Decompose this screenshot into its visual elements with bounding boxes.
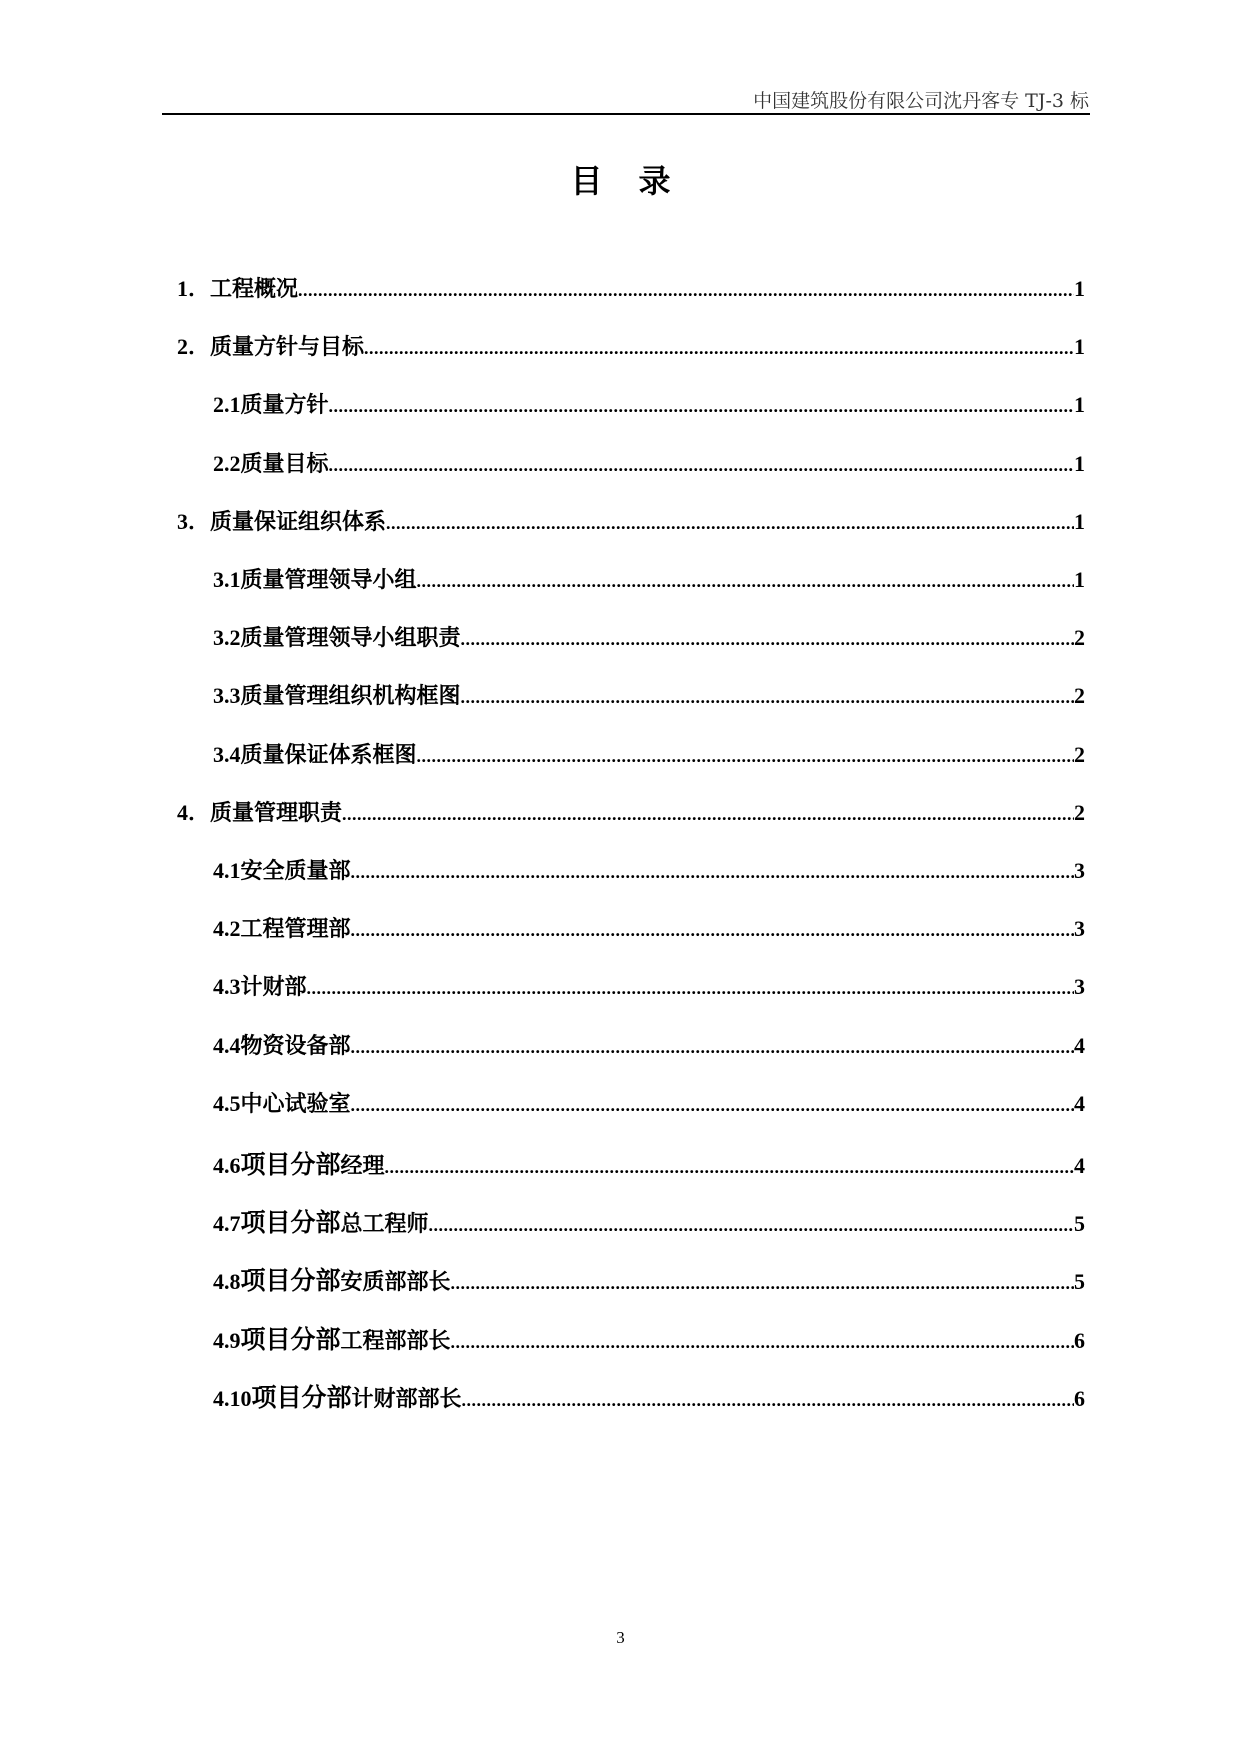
page-title: 目录: [570, 162, 707, 200]
toc-entry-label: 质量方针与目标: [210, 335, 365, 361]
toc-entry-number: 4.4: [213, 1032, 241, 1058]
toc-entry[interactable]: [177, 272, 1085, 303]
toc-dot-leader: [329, 396, 1074, 417]
toc-entry[interactable]: [213, 1145, 1085, 1181]
page-number: 3: [616, 1628, 625, 1647]
toc-entry[interactable]: [177, 330, 1085, 361]
toc-dot-leader: [364, 338, 1074, 359]
toc-entry-number: 3.4: [213, 741, 241, 767]
toc-entry-page: 5: [1074, 1269, 1085, 1295]
toc-entry-label: 计财部: [240, 975, 307, 1001]
toc-entry-label: 质量目标: [240, 451, 329, 477]
toc-entry-label: 项目分部: [240, 1266, 341, 1296]
toc-entry-page: 1: [1074, 392, 1085, 418]
toc-entry-number: 2．: [177, 334, 211, 360]
toc-entry-page: 4: [1074, 1153, 1085, 1178]
toc-entry-label: 项目分部: [251, 1382, 352, 1412]
toc-entry-page: 2: [1074, 741, 1085, 767]
toc-entry[interactable]: [213, 679, 1085, 710]
toc-entry[interactable]: [213, 1029, 1085, 1060]
toc-dot-leader: [461, 687, 1074, 708]
toc-dot-leader: [417, 746, 1074, 767]
toc-dot-leader: [461, 629, 1074, 650]
toc-entry-label-suffix: 计财部部长: [351, 1386, 462, 1412]
toc-entry-label: 物资设备部: [240, 1033, 351, 1059]
toc-entry-label: 安全质量部: [240, 859, 351, 884]
toc-dot-leader: [451, 1332, 1074, 1353]
header-rule: [162, 113, 1090, 115]
toc-entry-number: 4.10: [213, 1385, 252, 1411]
toc-entry-number: 4．: [177, 799, 211, 825]
toc-entry-page: 1: [1074, 508, 1085, 534]
toc-entry-number: 4.8: [213, 1269, 241, 1295]
toc-entry-number: 2.1: [213, 392, 241, 418]
toc-entry-page: 1: [1074, 450, 1085, 476]
toc-entry-page: 1: [1074, 276, 1085, 301]
toc-entry-label: 质量保证体系框图: [240, 742, 417, 768]
toc-entry-label: 质量保证组织体系: [210, 509, 387, 535]
toc-entry[interactable]: [213, 738, 1085, 769]
toc-dot-leader: [342, 804, 1074, 825]
toc-entry[interactable]: [213, 621, 1085, 652]
toc-entry-number: 3.1: [213, 567, 241, 592]
toc-entry-page: 3: [1074, 858, 1085, 883]
toc-entry-number: 3.3: [213, 683, 241, 709]
toc-entry[interactable]: [177, 796, 1085, 827]
toc-entry-number: 3．: [177, 508, 211, 534]
toc-entry-label: 项目分部: [240, 1324, 341, 1354]
toc-dot-leader: [351, 1095, 1074, 1116]
toc-entry-label: 项目分部: [240, 1150, 341, 1179]
toc-entry-number: 4.6: [213, 1153, 241, 1178]
toc-entry-label-suffix: 经理: [340, 1154, 385, 1179]
toc-dot-leader: [462, 1390, 1074, 1411]
toc-entry-label: 中心试验室: [240, 1091, 351, 1117]
toc-entry[interactable]: [213, 970, 1085, 1001]
toc-dot-leader: [385, 1157, 1074, 1178]
toc-dot-leader: [386, 513, 1074, 534]
toc-entry-number: 1．: [177, 276, 211, 301]
toc-entry[interactable]: [213, 447, 1085, 478]
toc-entry[interactable]: [213, 912, 1085, 943]
toc-entry[interactable]: [213, 1087, 1085, 1118]
toc-entry-label: 质量管理组织机构框图: [240, 684, 461, 710]
toc-dot-leader: [351, 1037, 1074, 1058]
toc-dot-leader: [351, 862, 1074, 883]
toc-entry-page: 1: [1074, 334, 1085, 360]
toc-entry-page: 5: [1074, 1211, 1085, 1237]
toc-entry-number: 4.5: [213, 1090, 241, 1116]
toc-entry-number: 3.2: [213, 625, 241, 651]
toc-entry[interactable]: [213, 1203, 1085, 1239]
toc-entry-label: 质量管理领导小组: [240, 568, 417, 593]
toc-dot-leader: [451, 1273, 1074, 1294]
header-text: 中国建筑股份有限公司沈丹客专 TJ-3 标: [753, 90, 1089, 112]
toc-entry-page: 2: [1074, 625, 1085, 651]
toc-entry-page: 4: [1074, 1032, 1085, 1058]
toc-entry-label: 质量方针: [240, 393, 329, 419]
toc-entry-page: 2: [1074, 799, 1085, 825]
toc-dot-leader: [298, 280, 1074, 301]
toc-entry[interactable]: [213, 1320, 1085, 1356]
toc-dot-leader: [329, 455, 1074, 476]
toc-entry-label-suffix: 总工程师: [340, 1212, 429, 1238]
toc-entry-number: 4.1: [213, 858, 241, 883]
toc-entry-page: 6: [1074, 1327, 1085, 1353]
toc-entry[interactable]: [213, 854, 1085, 885]
toc-entry-label: 项目分部: [240, 1208, 341, 1238]
toc-entry-page: 3: [1074, 916, 1085, 942]
toc-dot-leader: [417, 571, 1074, 592]
toc-entry-number: 4.3: [213, 974, 241, 1000]
toc-entry-label-suffix: 安质部部长: [340, 1270, 451, 1296]
toc-entry-number: 2.2: [213, 450, 241, 476]
toc-entry-label: 工程概况: [210, 277, 299, 302]
toc-entry[interactable]: [213, 1378, 1085, 1414]
toc-entry[interactable]: [213, 1261, 1085, 1297]
toc-entry-label: 质量管理职责: [210, 800, 343, 826]
toc-entry-label-suffix: 工程部部长: [340, 1328, 451, 1354]
toc-entry-page: 1: [1074, 567, 1085, 592]
toc-entry[interactable]: [213, 388, 1085, 419]
toc-entry-number: 4.7: [213, 1211, 241, 1237]
toc-entry-page: 6: [1074, 1385, 1085, 1411]
toc-dot-leader: [351, 920, 1074, 941]
toc-entry-number: 4.2: [213, 916, 241, 942]
toc-dot-leader: [307, 978, 1074, 999]
toc-entry[interactable]: [177, 505, 1085, 536]
toc-entry-page: 3: [1074, 974, 1085, 1000]
toc-entry-page: 2: [1074, 683, 1085, 709]
toc-dot-leader: [429, 1215, 1074, 1236]
toc-entry-label: 工程管理部: [240, 917, 351, 943]
toc-entry-page: 4: [1074, 1090, 1085, 1116]
toc-entry[interactable]: [213, 563, 1085, 594]
toc-entry-number: 4.9: [213, 1327, 241, 1353]
toc-entry-label: 质量管理领导小组职责: [240, 626, 461, 652]
